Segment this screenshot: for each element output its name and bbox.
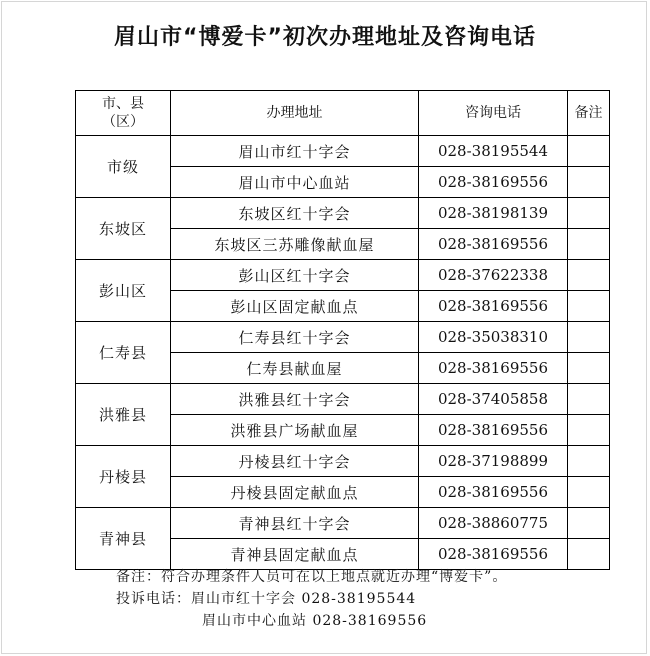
page-title: 眉山市“博爱卡”初次办理地址及咨询电话 — [114, 25, 536, 50]
address-cell: 洪雅县广场献血屋 — [171, 415, 419, 446]
address-header: 办理地址 — [171, 91, 419, 136]
phone-cell: 028-38169556 — [419, 291, 568, 322]
address-cell: 眉山市红十字会 — [171, 136, 419, 167]
address-cell: 洪雅县红十字会 — [171, 384, 419, 415]
complaint-contact-1: 眉山市红十字会 028-38195544 — [191, 591, 417, 607]
remark-cell — [568, 322, 610, 353]
complaint-label: 投诉电话： — [116, 591, 191, 607]
address-cell: 眉山市中心血站 — [171, 167, 419, 198]
phone-cell: 028-38198139 — [419, 198, 568, 229]
table-row — [76, 198, 610, 229]
phone-cell: 028-37405858 — [419, 384, 568, 415]
remark-header: 备注 — [568, 91, 610, 136]
region-header-line1: 市、县 — [102, 96, 144, 112]
table-row — [76, 260, 610, 291]
table-row — [76, 136, 610, 167]
remark-cell — [568, 136, 610, 167]
complaint-contact-2: 眉山市中心血站 028-38169556 — [202, 613, 428, 629]
address-cell: 青神县红十字会 — [171, 508, 419, 539]
complaint-line-2 — [202, 610, 507, 632]
address-cell: 彭山区固定献血点 — [171, 291, 419, 322]
phone-cell: 028-38169556 — [419, 539, 568, 570]
address-cell: 仁寿县献血屋 — [171, 353, 419, 384]
table-header-row — [76, 91, 610, 136]
phone-cell: 028-37622338 — [419, 260, 568, 291]
phone-header: 咨询电话 — [419, 91, 568, 136]
remark-cell — [568, 384, 610, 415]
phone-cell: 028-38169556 — [419, 229, 568, 260]
remark-cell — [568, 415, 610, 446]
address-cell: 丹棱县红十字会 — [171, 446, 419, 477]
region-header-line2: （区） — [102, 114, 144, 130]
phone-cell: 028-38169556 — [419, 477, 568, 508]
contact-table — [75, 90, 610, 570]
phone-cell: 028-38195544 — [419, 136, 568, 167]
remark-cell — [568, 198, 610, 229]
table-body — [76, 136, 610, 570]
remark-cell — [568, 291, 610, 322]
remark-cell — [568, 446, 610, 477]
remark-cell — [568, 353, 610, 384]
complaint-line-1 — [116, 588, 507, 610]
table-row — [76, 384, 610, 415]
remark-cell — [568, 260, 610, 291]
address-cell: 彭山区红十字会 — [171, 260, 419, 291]
address-cell: 青神县固定献血点 — [171, 539, 419, 570]
phone-cell: 028-38169556 — [419, 415, 568, 446]
remark-cell — [568, 229, 610, 260]
region-cell: 仁寿县 — [76, 322, 171, 384]
region-cell: 洪雅县 — [76, 384, 171, 446]
remark-note: 备注：符合办理条件人员可在以上地点就近办理“博爱卡”。 — [116, 569, 508, 585]
region-cell: 彭山区 — [76, 260, 171, 322]
remark-cell — [568, 477, 610, 508]
region-cell: 青神县 — [76, 508, 171, 570]
address-cell: 东坡区三苏雕像献血屋 — [171, 229, 419, 260]
table-row — [76, 508, 610, 539]
phone-cell: 028-37198899 — [419, 446, 568, 477]
table-row — [76, 446, 610, 477]
remark-cell — [568, 539, 610, 570]
table-row — [76, 322, 610, 353]
notes-section — [116, 566, 507, 632]
phone-cell: 028-38169556 — [419, 353, 568, 384]
phone-cell: 028-38169556 — [419, 167, 568, 198]
phone-cell: 028-35038310 — [419, 322, 568, 353]
address-cell: 丹棱县固定献血点 — [171, 477, 419, 508]
region-cell: 丹棱县 — [76, 446, 171, 508]
remark-cell — [568, 508, 610, 539]
address-cell: 仁寿县红十字会 — [171, 322, 419, 353]
region-cell: 市级 — [76, 136, 171, 198]
region-header — [76, 91, 171, 136]
phone-cell: 028-38860775 — [419, 508, 568, 539]
region-cell: 东坡区 — [76, 198, 171, 260]
remark-cell — [568, 167, 610, 198]
address-cell: 东坡区红十字会 — [171, 198, 419, 229]
